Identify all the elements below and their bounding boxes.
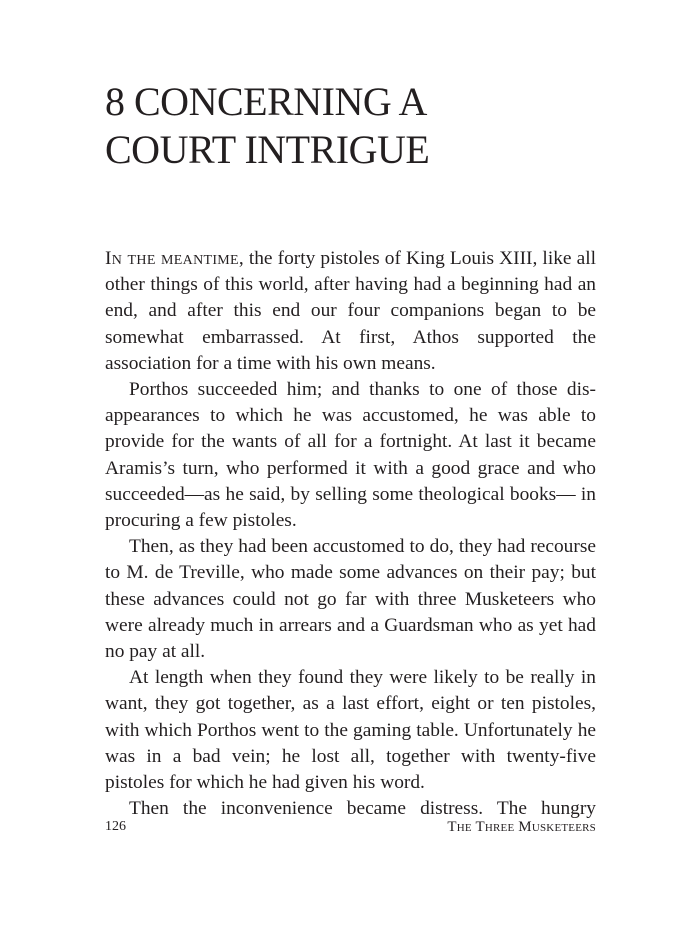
- paragraph-5: Then the inconvenience became distress. The hungry: [129, 798, 596, 820]
- chapter-title-line-2: COURT INTRIGUE: [105, 127, 430, 172]
- running-title: The Three Musketeers: [447, 819, 596, 835]
- paragraph-4: At length when they found they were likely to be really in want, they got together, as a last effort, eight or ten pistoles, with which Porthos went to the gaming table. Unfortunately he was in a bad vein; he lost all, together with twenty-five pistoles for which he had given his word.: [105, 667, 596, 794]
- chapter-body: [105, 246, 596, 822]
- page-footer: [105, 819, 596, 839]
- paragraph-1: [105, 246, 596, 377]
- chapter-title: [105, 78, 605, 174]
- chapter-title-line-1: 8 CONCERNING A: [105, 79, 427, 124]
- paragraph-3: Then, as they had been accustomed to do, they had recourse to M. de Treville, who made some advances on their pay; but these advances could not go far with three Musketeers who were already much in arrears and a Guardsman who as yet had no pay at all.: [105, 536, 596, 663]
- paragraph-lead-in: In the meantime: [105, 248, 239, 269]
- paragraph-2: Porthos succeeded him; and thanks to one of those disappearances to which he was accustomed, he was able to provide for the wants of all for a fortnight. At last it became Aramis’s turn, who performed it with a good grace and who succeeded—as he said, by selling some theological books— in procuring a few pistoles.: [105, 379, 596, 532]
- page-number: 126: [105, 819, 126, 834]
- paragraph-1-text: , the forty pistoles of King Louis XIII, like all other things of this world, after having had a beginning had an end, and after this end our four companions began to be somewhat embarrassed. At first, Athos supported the association for a time with his own means.: [105, 248, 596, 374]
